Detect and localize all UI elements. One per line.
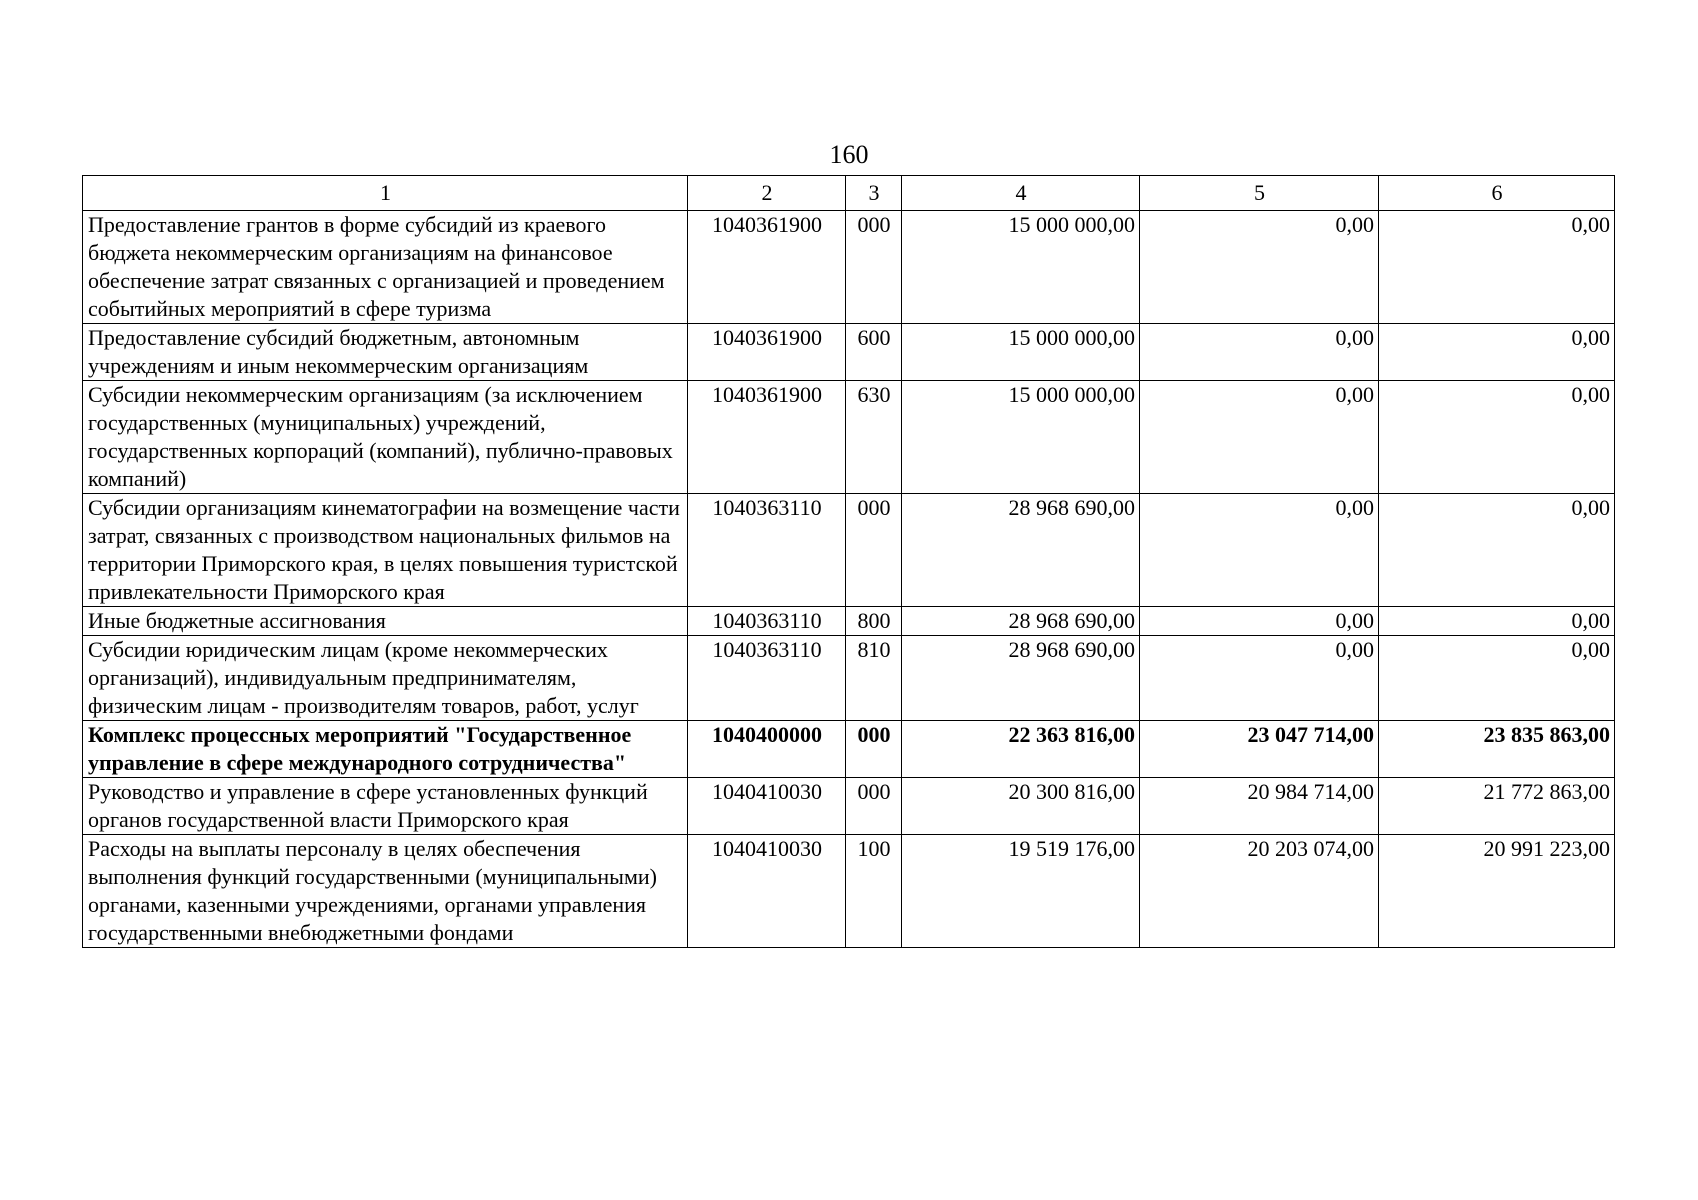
table-row-program-complex — [83, 721, 1615, 778]
row-amount-col4: 28 968 690,00 — [902, 607, 1140, 636]
column-header-4: 4 — [902, 176, 1140, 211]
row-name-cell: Руководство и управление в сфере установленных функций органов государственной власти Приморского края — [83, 778, 688, 835]
row-csr-cell: 1040363110 — [688, 494, 846, 607]
row-amount-col6: 0,00 — [1379, 381, 1615, 494]
table-row — [83, 381, 1615, 494]
row-name-cell: Субсидии юридическим лицам (кроме некоммерческих организаций), индивидуальным предпринимателям, физическим лицам - производителям товаров, работ, услуг — [83, 636, 688, 721]
row-amount-col4: 28 968 690,00 — [902, 636, 1140, 721]
row-amount-col5: 0,00 — [1140, 607, 1379, 636]
row-amount-col4: 22 363 816,00 — [902, 721, 1140, 778]
row-csr-cell: 1040361900 — [688, 211, 846, 324]
row-csr-cell: 1040400000 — [688, 721, 846, 778]
row-vr-cell: 600 — [846, 324, 902, 381]
row-amount-col6: 0,00 — [1379, 494, 1615, 607]
row-amount-col5: 20 203 074,00 — [1140, 835, 1379, 948]
row-csr-cell: 1040361900 — [688, 381, 846, 494]
column-header-6: 6 — [1379, 176, 1615, 211]
row-name-cell: Предоставление субсидий бюджетным, автономным учреждениям и иным некоммерческим организациям — [83, 324, 688, 381]
row-name-cell: Комплекс процессных мероприятий "Государственное управление в сфере международного сотрудничества" — [83, 721, 688, 778]
table-row — [83, 636, 1615, 721]
row-csr-cell: 1040363110 — [688, 607, 846, 636]
row-amount-col6: 0,00 — [1379, 211, 1615, 324]
row-vr-cell: 100 — [846, 835, 902, 948]
row-amount-col6: 0,00 — [1379, 607, 1615, 636]
table-row — [83, 835, 1615, 948]
row-vr-cell: 810 — [846, 636, 902, 721]
row-name-cell: Субсидии некоммерческим организациям (за исключением государственных (муниципальных) учреждений, государственных корпораций (компаний), публично-правовых компаний) — [83, 381, 688, 494]
row-amount-col4: 15 000 000,00 — [902, 324, 1140, 381]
row-csr-cell: 1040361900 — [688, 324, 846, 381]
table-row — [83, 607, 1615, 636]
row-amount-col6: 0,00 — [1379, 636, 1615, 721]
row-amount-col4: 20 300 816,00 — [902, 778, 1140, 835]
row-amount-col4: 19 519 176,00 — [902, 835, 1140, 948]
row-amount-col6: 21 772 863,00 — [1379, 778, 1615, 835]
column-header-5: 5 — [1140, 176, 1379, 211]
row-amount-col5: 0,00 — [1140, 381, 1379, 494]
row-amount-col4: 28 968 690,00 — [902, 494, 1140, 607]
row-amount-col5: 0,00 — [1140, 324, 1379, 381]
row-name-cell: Иные бюджетные ассигнования — [83, 607, 688, 636]
row-amount-col6: 23 835 863,00 — [1379, 721, 1615, 778]
table-row — [83, 324, 1615, 381]
row-amount-col6: 0,00 — [1379, 324, 1615, 381]
row-amount-col6: 20 991 223,00 — [1379, 835, 1615, 948]
row-name-cell: Субсидии организациям кинематографии на возмещение части затрат, связанных с производством национальных фильмов на территории Приморского края, в целях повышения туристской привлекательности Приморского края — [83, 494, 688, 607]
row-name-cell: Предоставление грантов в форме субсидий из краевого бюджета некоммерческим организациям на финансовое обеспечение затрат связанных с организацией и проведением событийных мероприятий в сфере туризма — [83, 211, 688, 324]
row-vr-cell: 000 — [846, 721, 902, 778]
table-row — [83, 211, 1615, 324]
row-vr-cell: 000 — [846, 494, 902, 607]
row-vr-cell: 630 — [846, 381, 902, 494]
row-amount-col5: 0,00 — [1140, 494, 1379, 607]
column-header-1: 1 — [83, 176, 688, 211]
budget-table — [82, 175, 1615, 948]
column-header-3: 3 — [846, 176, 902, 211]
page-number: 160 — [829, 140, 869, 169]
table-row — [83, 494, 1615, 607]
row-name-cell: Расходы на выплаты персоналу в целях обеспечения выполнения функций государственными (муниципальными) органами, казенными учреждениями, органами управления государственными внебюджетными фондами — [83, 835, 688, 948]
row-vr-cell: 000 — [846, 778, 902, 835]
row-csr-cell: 1040410030 — [688, 835, 846, 948]
column-header-2: 2 — [688, 176, 846, 211]
row-amount-col5: 20 984 714,00 — [1140, 778, 1379, 835]
row-amount-col4: 15 000 000,00 — [902, 381, 1140, 494]
row-csr-cell: 1040363110 — [688, 636, 846, 721]
row-amount-col5: 0,00 — [1140, 211, 1379, 324]
row-amount-col5: 0,00 — [1140, 636, 1379, 721]
row-vr-cell: 800 — [846, 607, 902, 636]
row-amount-col5: 23 047 714,00 — [1140, 721, 1379, 778]
row-csr-cell: 1040410030 — [688, 778, 846, 835]
row-amount-col4: 15 000 000,00 — [902, 211, 1140, 324]
table-header-row — [83, 176, 1615, 211]
row-vr-cell: 000 — [846, 211, 902, 324]
table-row — [83, 778, 1615, 835]
